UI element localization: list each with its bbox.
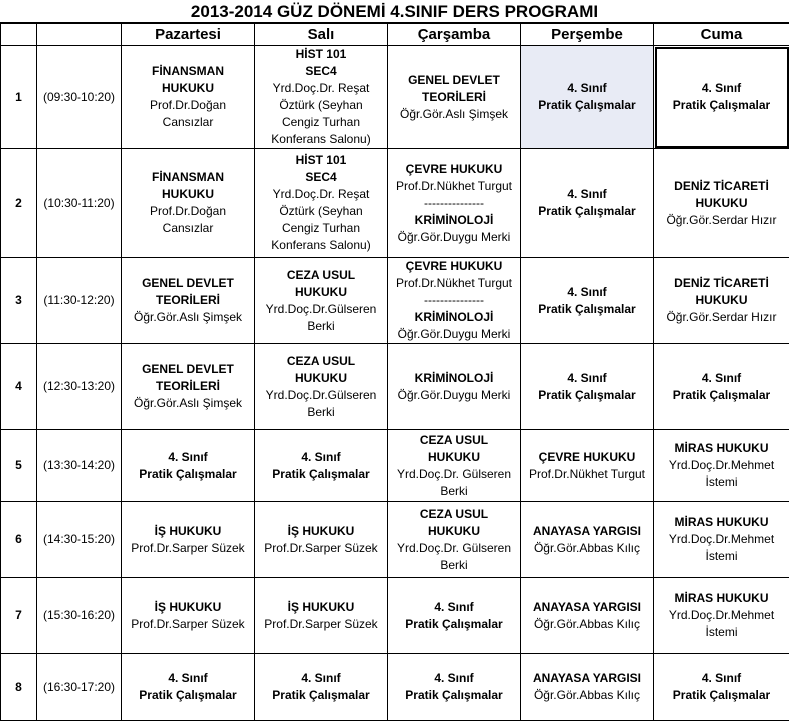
instructor-name: Cansızlar <box>162 221 214 235</box>
course-separator: --------------- <box>424 195 484 210</box>
course-name: SEC4 <box>305 170 337 184</box>
schedule-cell <box>654 578 789 654</box>
schedule-cell <box>255 46 388 149</box>
course-name: MİRAS HUKUKU <box>674 441 769 455</box>
schedule-table <box>0 23 789 721</box>
course-name: HUKUKU <box>428 449 480 464</box>
instructor-name: Yrd.Doç.Dr. Reşat <box>272 81 370 95</box>
schedule-cell <box>388 344 521 430</box>
course-name: 4. Sınıf <box>567 284 607 299</box>
course-name: 4. Sınıf <box>567 187 607 201</box>
course-name: Pratik Çalışmalar <box>272 466 370 481</box>
course-name: Pratik Çalışmalar <box>538 387 636 402</box>
schedule-cell <box>521 46 654 149</box>
course-name: İŞ HUKUKU <box>154 523 222 538</box>
course-name: Pratik Çalışmalar <box>672 688 771 702</box>
table-row <box>1 344 789 430</box>
course-name: Pratik Çalışmalar <box>672 387 771 402</box>
course-name: TEORİLERİ <box>155 293 220 307</box>
course-name: HİST 101 <box>295 47 347 61</box>
course-name: ANAYASA YARGISI <box>532 671 642 685</box>
period-number: 1 <box>1 46 37 149</box>
header-row <box>1 24 789 46</box>
instructor-name: Öğr.Gör.Aslı Şimşek <box>133 396 243 410</box>
course-name: HUKUKU <box>695 293 748 307</box>
instructor-name: Öğr.Gör.Aslı Şimşek <box>133 310 243 324</box>
course-separator: --------------- <box>424 293 484 307</box>
schedule-cell <box>654 258 789 344</box>
course-name: 4. Sınıf <box>434 671 474 685</box>
instructor-name: Öğr.Gör.Serdar Hızır <box>666 212 777 227</box>
header-day: Çarşamba <box>388 24 521 46</box>
schedule-cell <box>388 654 521 721</box>
instructor-name: Öğr.Gör.Aslı Şimşek <box>399 106 509 121</box>
schedule-cell <box>122 430 255 502</box>
header-blank-time <box>37 24 122 46</box>
schedule-cell <box>388 578 521 654</box>
course-name: 4. Sınıf <box>701 671 742 685</box>
instructor-name: Öğr.Gör.Abbas Kılıç <box>533 616 641 631</box>
course-name: DENİZ TİCARETİ <box>674 276 769 290</box>
header-day: Salı <box>255 24 388 46</box>
schedule-cell <box>521 149 654 258</box>
schedule-cell <box>654 46 789 149</box>
schedule-cell <box>388 430 521 502</box>
course-name: 4. Sınıf <box>168 671 208 685</box>
table-row <box>1 654 789 721</box>
course-name: ÇEVRE HUKUKU <box>405 259 503 273</box>
instructor-name: Konferans Salonu) <box>271 238 371 252</box>
instructor-name: Öğr.Gör.Duygu Merki <box>397 387 511 402</box>
course-name: 4. Sınıf <box>701 81 742 95</box>
course-name: TEORİLERİ <box>155 379 220 393</box>
schedule-cell <box>255 344 388 430</box>
table-row <box>1 149 789 258</box>
schedule-cell <box>255 149 388 258</box>
course-name: Pratik Çalışmalar <box>405 616 503 631</box>
period-number: 3 <box>1 258 37 344</box>
course-name: 4. Sınıf <box>701 370 742 385</box>
table-row <box>1 258 789 344</box>
course-name: 4. Sınıf <box>301 449 341 464</box>
course-name: 4. Sınıf <box>567 370 607 385</box>
instructor-name: Yrd.Doç.Dr.Mehmet <box>668 608 775 622</box>
instructor-name: İstemi <box>705 475 738 489</box>
table-row <box>1 46 789 149</box>
instructor-name: Yrd.Doç.Dr. Reşat <box>272 187 370 201</box>
period-time: (12:30-13:20) <box>37 344 122 430</box>
course-name: 4. Sınıf <box>168 449 208 464</box>
period-time: (10:30-11:20) <box>37 149 122 258</box>
period-number: 5 <box>1 430 37 502</box>
course-name: Pratik Çalışmalar <box>405 688 503 702</box>
course-name: ÇEVRE HUKUKU <box>405 161 503 176</box>
course-name: 4. Sınıf <box>434 599 474 614</box>
schedule-cell <box>122 578 255 654</box>
schedule-cell <box>255 430 388 502</box>
schedule-cell <box>388 46 521 149</box>
schedule-cell <box>388 502 521 578</box>
schedule-cell <box>255 258 388 344</box>
course-name: KRİMİNOLOJİ <box>414 310 494 324</box>
schedule-cell <box>521 258 654 344</box>
instructor-name: Yrd.Doç.Dr. Gülseren <box>396 466 512 481</box>
instructor-name: Berki <box>440 483 468 498</box>
course-name: MİRAS HUKUKU <box>674 591 769 605</box>
schedule-cell <box>122 149 255 258</box>
instructor-name: Öztürk (Seyhan <box>279 98 363 112</box>
course-name: Pratik Çalışmalar <box>272 688 370 702</box>
schedule-cell <box>122 502 255 578</box>
instructor-name: Öğr.Gör.Abbas Kılıç <box>533 540 641 555</box>
course-name: FİNANSMAN <box>152 64 224 78</box>
instructor-name: Öğr.Gör.Abbas Kılıç <box>533 688 641 702</box>
period-number: 2 <box>1 149 37 258</box>
course-name: 4. Sınıf <box>301 671 341 685</box>
page-title: 2013-2014 GÜZ DÖNEMİ 4.SINIF DERS PROGRAMI <box>0 0 789 23</box>
course-name: HUKUKU <box>428 523 480 538</box>
instructor-name: Prof.Dr.Sarper Süzek <box>264 616 378 631</box>
instructor-name: Öğr.Gör.Duygu Merki <box>397 229 511 244</box>
schedule-cell <box>654 430 789 502</box>
schedule-cell <box>521 502 654 578</box>
instructor-name: Prof.Dr.Doğan <box>149 204 227 218</box>
course-name: SEC4 <box>305 64 337 78</box>
course-name: ÇEVRE HUKUKU <box>538 449 636 464</box>
course-name: Pratik Çalışmalar <box>538 98 636 112</box>
schedule-cell <box>654 149 789 258</box>
course-name: GENEL DEVLET <box>408 72 500 87</box>
course-name: HUKUKU <box>162 187 214 201</box>
course-name: HUKUKU <box>295 370 347 385</box>
period-time: (11:30-12:20) <box>37 258 122 344</box>
period-time: (16:30-17:20) <box>37 654 122 721</box>
schedule-cell <box>521 578 654 654</box>
schedule-cell <box>122 654 255 721</box>
period-time: (13:30-14:20) <box>37 430 122 502</box>
course-name: TEORİLERİ <box>421 89 486 104</box>
course-name: MİRAS HUKUKU <box>674 515 769 529</box>
course-name: ANAYASA YARGISI <box>532 523 642 538</box>
course-name: KRİMİNOLOJİ <box>414 212 494 227</box>
instructor-name: Yrd.Doç.Dr.Mehmet <box>668 458 775 472</box>
instructor-name: İstemi <box>705 549 738 563</box>
schedule-cell <box>654 654 789 721</box>
table-row <box>1 430 789 502</box>
schedule-cell <box>521 654 654 721</box>
period-number: 7 <box>1 578 37 654</box>
instructor-name: Yrd.Doç.Dr.Gülseren <box>265 301 377 316</box>
table-row <box>1 578 789 654</box>
schedule-cell <box>255 502 388 578</box>
course-name: İŞ HUKUKU <box>287 523 355 538</box>
schedule-body <box>1 46 789 721</box>
course-name: GENEL DEVLET <box>142 362 234 376</box>
header-blank-number <box>1 24 37 46</box>
course-name: Pratik Çalışmalar <box>139 688 237 702</box>
schedule-cell <box>388 149 521 258</box>
course-name: Pratik Çalışmalar <box>672 98 771 112</box>
course-name: Pratik Çalışmalar <box>538 301 636 316</box>
schedule-cell <box>654 502 789 578</box>
instructor-name: Cengiz Turhan <box>281 221 361 235</box>
instructor-name: Yrd.Doç.Dr.Mehmet <box>668 532 775 546</box>
course-name: CEZA USUL <box>419 506 489 521</box>
instructor-name: Cengiz Turhan <box>281 115 361 129</box>
course-name: HUKUKU <box>295 284 347 299</box>
course-name: CEZA USUL <box>286 353 356 368</box>
course-name: Pratik Çalışmalar <box>538 204 636 218</box>
schedule-cell <box>654 344 789 430</box>
instructor-name: Berki <box>307 404 335 419</box>
schedule-cell <box>521 430 654 502</box>
instructor-name: Cansızlar <box>162 115 214 129</box>
instructor-name: Prof.Dr.Sarper Süzek <box>264 540 378 555</box>
course-name: GENEL DEVLET <box>142 276 234 290</box>
period-number: 8 <box>1 654 37 721</box>
schedule-cell <box>122 46 255 149</box>
header-day: Cuma <box>654 24 789 46</box>
course-name: Pratik Çalışmalar <box>139 466 237 481</box>
schedule-cell <box>388 258 521 344</box>
schedule-cell <box>122 258 255 344</box>
course-name: HUKUKU <box>162 81 214 95</box>
period-number: 6 <box>1 502 37 578</box>
period-time: (14:30-15:20) <box>37 502 122 578</box>
period-time: (09:30-10:20) <box>37 46 122 149</box>
instructor-name: Berki <box>307 318 335 333</box>
table-row <box>1 502 789 578</box>
instructor-name: Öğr.Gör.Duygu Merki <box>397 327 511 341</box>
course-name: HUKUKU <box>695 195 748 210</box>
instructor-name: Öztürk (Seyhan <box>279 204 363 218</box>
instructor-name: İstemi <box>705 625 738 639</box>
header-day: Pazartesi <box>122 24 255 46</box>
instructor-name: Yrd.Doç.Dr. Gülseren <box>396 540 512 555</box>
course-name: İŞ HUKUKU <box>154 599 222 614</box>
course-name: ANAYASA YARGISI <box>532 599 642 614</box>
course-name: FİNANSMAN <box>152 170 224 184</box>
period-number: 4 <box>1 344 37 430</box>
instructor-name: Öğr.Gör.Serdar Hızır <box>666 310 777 324</box>
instructor-name: Konferans Salonu) <box>271 132 371 146</box>
course-name: İŞ HUKUKU <box>287 599 355 614</box>
schedule-cell <box>255 578 388 654</box>
instructor-name: Prof.Dr.Sarper Süzek <box>131 616 245 631</box>
course-name: KRİMİNOLOJİ <box>414 370 494 385</box>
instructor-name: Prof.Dr.Nükhet Turgut <box>528 466 646 481</box>
course-name: 4. Sınıf <box>567 81 607 95</box>
header-day: Perşembe <box>521 24 654 46</box>
instructor-name: Prof.Dr.Doğan <box>149 98 227 112</box>
course-name: HİST 101 <box>295 153 347 167</box>
schedule-cell <box>521 344 654 430</box>
instructor-name: Prof.Dr.Nükhet Turgut <box>395 276 513 290</box>
schedule-cell <box>122 344 255 430</box>
schedule-cell <box>255 654 388 721</box>
course-name: CEZA USUL <box>286 267 356 282</box>
course-name: DENİZ TİCARETİ <box>674 178 769 193</box>
instructor-name: Prof.Dr.Nükhet Turgut <box>395 178 513 193</box>
instructor-name: Berki <box>440 557 468 572</box>
instructor-name: Yrd.Doç.Dr.Gülseren <box>265 387 377 402</box>
instructor-name: Prof.Dr.Sarper Süzek <box>131 540 245 555</box>
period-time: (15:30-16:20) <box>37 578 122 654</box>
course-name: CEZA USUL <box>419 432 489 447</box>
